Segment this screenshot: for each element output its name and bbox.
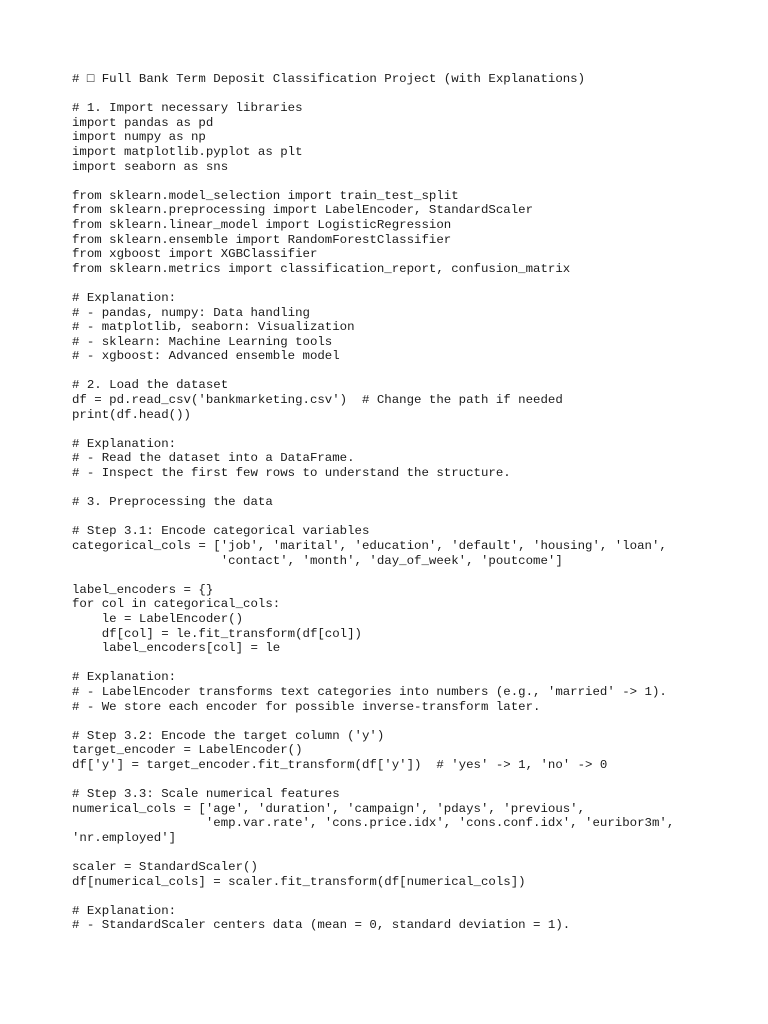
code-line: label_encoders = {} [72, 582, 214, 597]
code-line: 'contact', 'month', 'day_of_week', 'poutcome'] [72, 553, 563, 568]
blank-line [72, 889, 752, 904]
blank-line [72, 422, 752, 437]
code-line: from xgboost import XGBClassifier [72, 247, 318, 262]
code-line: import numpy as np [72, 130, 206, 145]
comment-line: # - Read the dataset into a DataFrame. [72, 451, 355, 466]
code-line: import seaborn as sns [72, 159, 229, 174]
comment-line: # - We store each encoder for possible inverse-transform later. [72, 699, 541, 714]
code-line: import matplotlib.pyplot as plt [72, 144, 303, 159]
code-line: import pandas as pd [72, 115, 214, 130]
blank-line [72, 510, 752, 525]
code-line: categorical_cols = ['job', 'marital', 'education', 'default', 'housing', 'loan', [72, 539, 667, 553]
code-line: print(df.head()) [72, 407, 191, 422]
code-line: label_encoders[col] = le [72, 641, 281, 656]
comment-line: # Step 3.3: Scale numerical features [72, 787, 340, 802]
comment-line: # - pandas, numpy: Data handling [72, 305, 310, 320]
comment-line: # Explanation: [72, 290, 177, 305]
code-line: 'emp.var.rate', 'cons.price.idx', 'cons.conf.idx', 'euribor3m', [72, 816, 675, 831]
comment-line: # 3. Preprocessing the data [72, 495, 273, 510]
blank-line [72, 276, 752, 291]
comment-line: # - sklearn: Machine Learning tools [72, 334, 333, 349]
comment-line: # Explanation: [72, 436, 177, 451]
code-line: le = LabelEncoder() [72, 611, 244, 626]
code-line: from sklearn.ensemble import RandomForestClassifier [72, 232, 452, 247]
code-line: from sklearn.preprocessing import LabelEncoder, StandardScaler [72, 203, 534, 218]
code-line: df['y'] = target_encoder.fit_transform(df['y']) # 'yes' -> 1, 'no' -> 0 [72, 757, 608, 772]
blank-line [72, 773, 752, 788]
comment-line: # - matplotlib, seaborn: Visualization [72, 320, 355, 335]
blank-line [72, 481, 752, 496]
code-line: numerical_cols = ['age', 'duration', 'campaign', 'pdays', 'previous', [72, 801, 586, 816]
comment-line: # Step 3.2: Encode the target column ('y') [72, 728, 385, 743]
comment-line: # Explanation: [72, 903, 177, 918]
blank-line [72, 656, 752, 671]
comment-line: # - LabelEncoder transforms text categories into numbers (e.g., 'married' -> 1). [72, 684, 667, 699]
blank-line [72, 364, 752, 379]
blank-line [72, 174, 752, 189]
comment-line: # Step 3.1: Encode categorical variables [72, 524, 370, 539]
blank-line [72, 568, 752, 583]
code-line: df = pd.read_csv('bankmarketing.csv') # Change the path if needed [72, 393, 563, 408]
code-line: for col in categorical_cols: [72, 597, 281, 612]
code-line: target_encoder = LabelEncoder() [72, 743, 303, 758]
code-line: scaler = StandardScaler() [72, 860, 258, 875]
comment-line: # 1. Import necessary libraries [72, 101, 303, 116]
blank-line [72, 845, 752, 860]
comment-line: # Explanation: [72, 670, 177, 685]
code-line: from sklearn.metrics import classification_report, confusion_matrix [72, 261, 571, 276]
document-page [72, 72, 752, 933]
code-line: df[col] = le.fit_transform(df[col]) [72, 626, 362, 641]
comment-line: # - Inspect the first few rows to understand the structure. [72, 466, 511, 481]
code-line: df[numerical_cols] = scaler.fit_transform(df[numerical_cols]) [72, 874, 526, 889]
code-line: from sklearn.linear_model import LogisticRegression [72, 217, 452, 232]
comment-line: # 2. Load the dataset [72, 378, 229, 393]
code-line: from sklearn.model_selection import train_test_split [72, 188, 459, 203]
blank-line [72, 714, 752, 729]
comment-line: # □ Full Bank Term Deposit Classification Project (with Explanations) [72, 72, 586, 86]
code-line: 'nr.employed'] [72, 830, 177, 845]
code-block [72, 72, 752, 933]
comment-line: # - StandardScaler centers data (mean = 0, standard deviation = 1). [72, 918, 571, 933]
blank-line [72, 87, 752, 102]
comment-line: # - xgboost: Advanced ensemble model [72, 349, 340, 364]
